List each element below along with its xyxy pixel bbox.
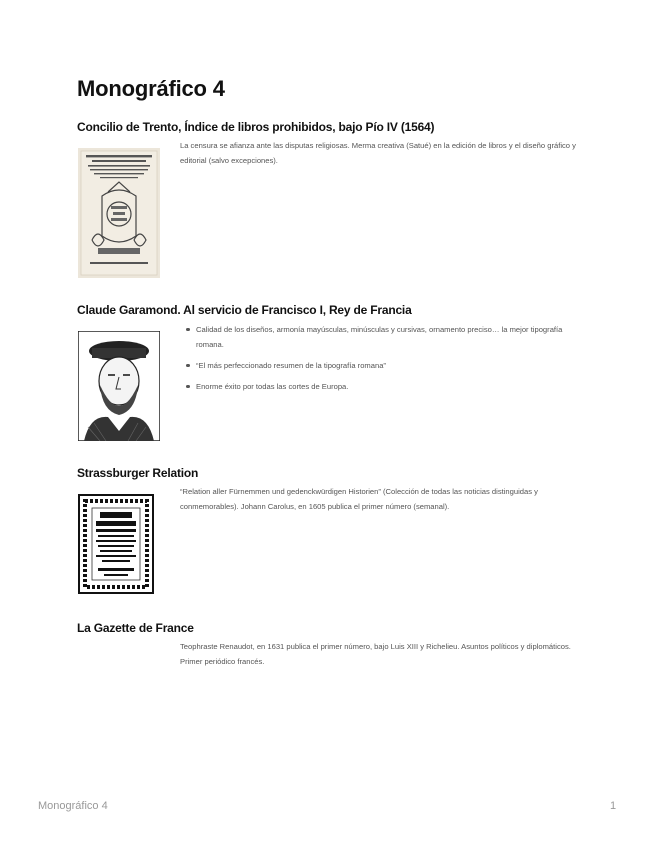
list-item: “El más perfeccionado resumen de la tipografía romana” — [180, 358, 578, 373]
section-title-trento: Concilio de Trento, Índice de libros prohibidos, bajo Pío IV (1564) — [77, 120, 435, 134]
relation-title-page-image — [78, 494, 154, 594]
section-text-trento: La censura se afianza ante las disputas religiosas. Merma creativa (Satué) en la edición de libros y el diseño gráfico y editorial (salvo excepciones). — [180, 141, 576, 165]
section-text-strassburger: “Relation aller Fürnemmen und gedenckwürdigen Historien” (Colección de todas las noticias distinguidas y conmemorables). Johann Carolus, en 1605 publica el primer número (semanal). — [180, 487, 538, 511]
footer-document-title: Monográfico 4 — [38, 800, 108, 812]
footer-page-number: 1 — [610, 800, 617, 812]
list-item: Calidad de los diseños, armonía mayúsculas, minúsculas y cursivas, ornamento preciso… la mejor tipografía romana. — [180, 322, 578, 352]
section-title-garamond: Claude Garamond. Al servicio de Francisco I, Rey de Francia — [77, 303, 412, 317]
index-title-page-image — [78, 148, 160, 278]
page-title: Monográfico 4 — [77, 76, 225, 101]
section-title-gazette: La Gazette de France — [77, 621, 194, 635]
section-title-strassburger: Strassburger Relation — [77, 466, 199, 480]
garamond-bullet-list — [180, 322, 578, 400]
list-item: Enorme éxito por todas las cortes de Europa. — [180, 379, 578, 394]
garamond-portrait-image — [78, 331, 160, 441]
section-text-gazette: Teophraste Renaudot, en 1631 publica el primer número, bajo Luis XIII y Richelieu. Asuntos políticos y diplomáticos. Primer periódico francés. — [180, 642, 571, 666]
